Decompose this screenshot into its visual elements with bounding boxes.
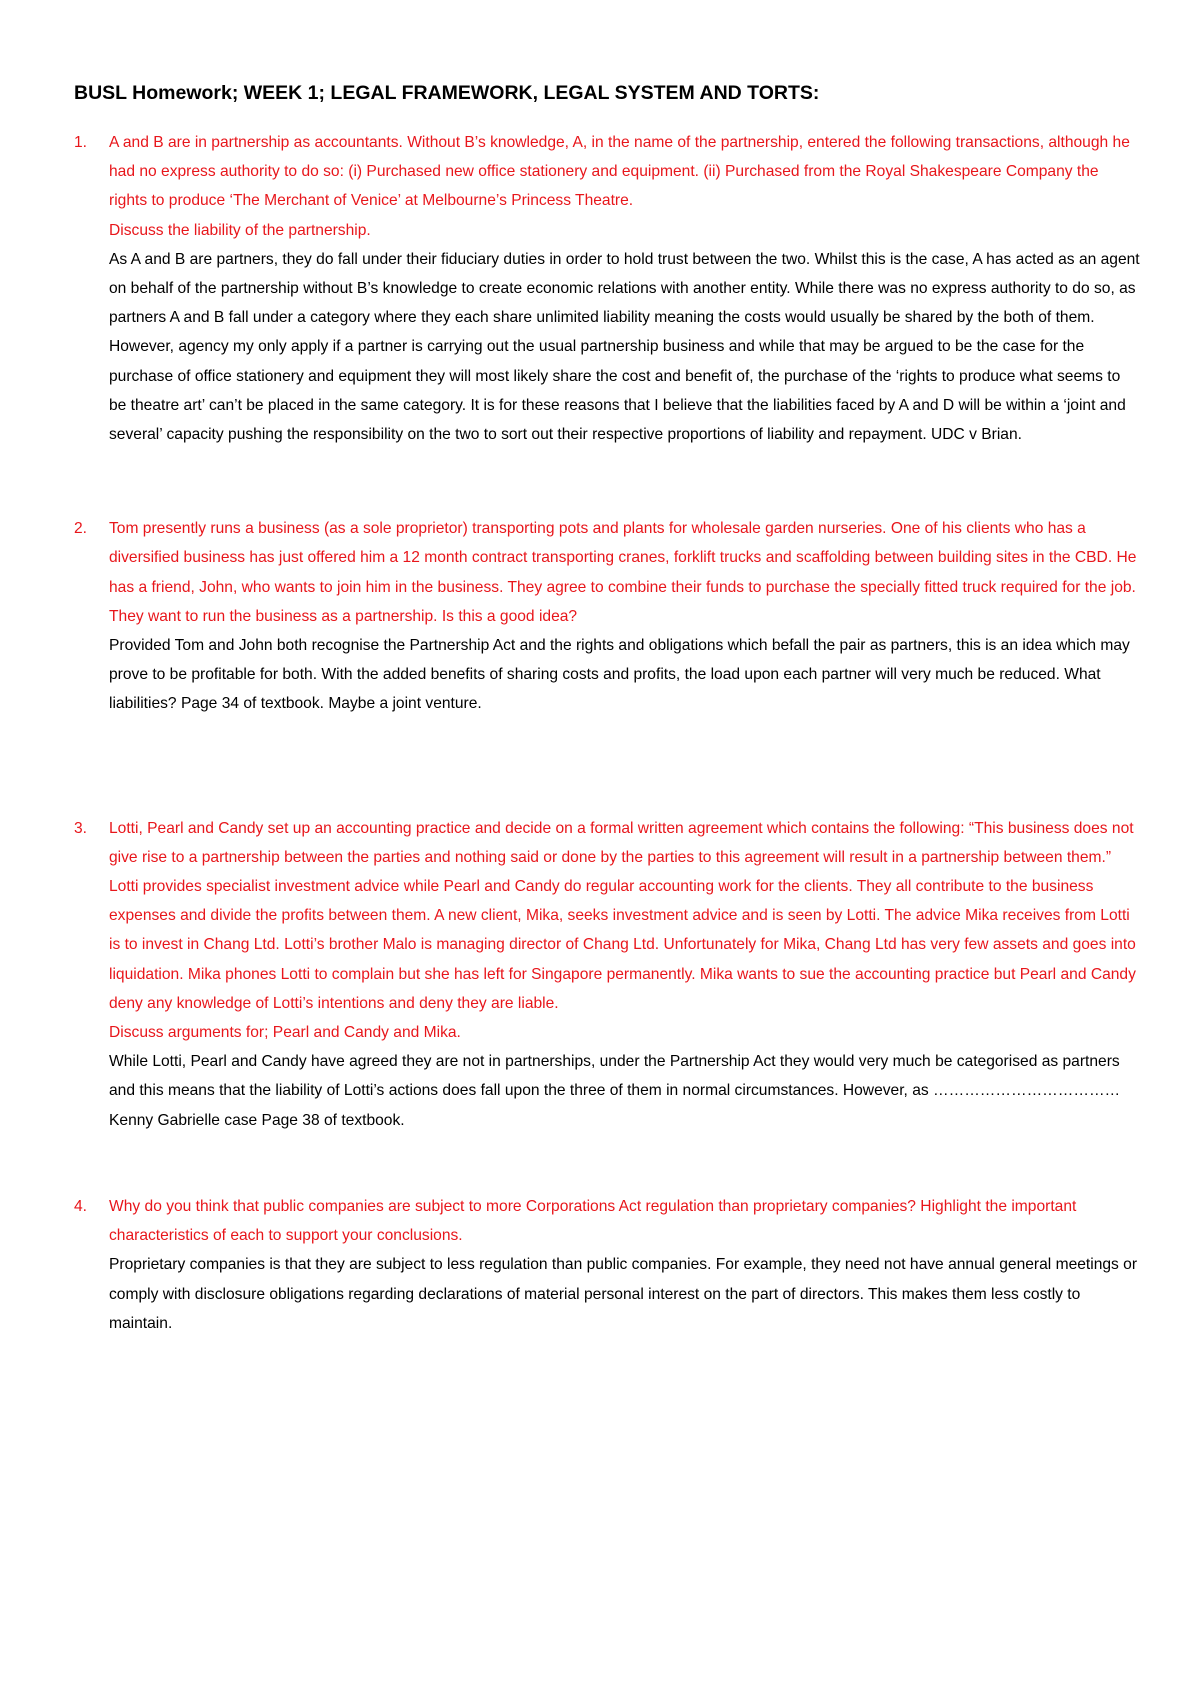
spacer	[74, 719, 1140, 814]
question-number: 3.	[74, 819, 88, 837]
question-item-2	[74, 514, 1140, 718]
question-text: Tom presently runs a business (as a sole proprietor) transporting pots and plants for wholesale garden nurseries. One of his clients who has a diversified business has just offered him a 12 month contract transporting cranes, forklift trucks and scaffolding between building sites in the CBD. He has a friend, John, who wants to join him in the business. They agree to combine their funds to purchase the specially fitted truck required for the job. They want to run the business as a partnership. Is this a good idea?	[109, 520, 1137, 625]
spacer	[74, 449, 1140, 514]
question-item-4	[74, 1192, 1140, 1338]
answer-text: Provided Tom and John both recognise the Partnership Act and the rights and obligations which befall the pair as partners, this is an idea which may prove to be profitable for both. With the added benefits of sharing costs and profits, the load upon each partner will very much be reduced. What liabilities? Page 34 of textbook. Maybe a joint venture.	[109, 637, 1130, 713]
question-prompt: Discuss arguments for; Pearl and Candy and Mika.	[109, 1024, 461, 1042]
answer-text: As A and B are partners, they do fall under their fiduciary duties in order to hold trust between the two. Whilst this is the case, A has acted as an agent on behalf of the partnership without B’s knowledge to create economic relations with another entity. While there was no express authority to do so, as partners A and B fall under a category where they each share unlimited liability meaning the costs would usually be shared by the both of them. However, agency my only apply if a partner is carrying out the usual partnership business and while that may be argued to be the case for the purchase of office stationery and equipment they will most likely share the cost and benefit of, the purchase of the ‘rights to produce what seems to be theatre art’ can’t be placed in the same category. It is for these reasons that I believe that the liabilities faced by A and D will be within a ‘joint and several’ capacity pushing the responsibility on the two to sort out their respective proportions of liability and repayment. UDC v Brian.	[109, 250, 1140, 444]
question-text: Lotti, Pearl and Candy set up an accounting practice and decide on a formal written agreement which contains the following: “This business does not give rise to a partnership between the parties and nothing said or done by the parties to this agreement will result in a partnership between them.” Lotti provides specialist investment advice while Pearl and Candy do regular accounting work for the clients. They all contribute to the business expenses and divide the profits between them. A new client, Mika, seeks investment advice and is seen by Lotti. The advice Mika receives from Lotti is to invest in Chang Ltd. Lotti’s brother Malo is managing director of Chang Ltd. Unfortunately for Mika, Chang Ltd has very few assets and goes into liquidation. Mika phones Lotti to complain but she has left for Singapore permanently. Mika wants to sue the accounting practice but Pearl and Candy deny any knowledge of Lotti’s intentions and deny they are liable.	[109, 819, 1136, 1012]
question-text: A and B are in partnership as accountants. Without B’s knowledge, A, in the name of the partnership, entered the following transactions, although he had no express authority to do so: (i) Purchased new office stationery and equipment. (ii) Purchased from the Royal Shakespeare Company the rights to produce ‘The Merchant of Venice’ at Melbourne’s Princess Theatre.	[109, 134, 1130, 210]
question-item-1	[74, 128, 1140, 449]
spacer	[74, 1135, 1140, 1192]
question-number: 4.	[74, 1197, 88, 1215]
question-prompt: Discuss the liability of the partnership.	[109, 221, 371, 239]
answer-text: While Lotti, Pearl and Candy have agreed they are not in partnerships, under the Partnership Act they would very much be categorised as partners and this means that the liability of Lotti’s actions does fall upon the three of them in normal circumstances. However, as ……………………………… Kenny Gabrielle case Page 38 of textbook.	[109, 1053, 1121, 1129]
question-item-3	[74, 814, 1140, 1135]
document-title: BUSL Homework; WEEK 1; LEGAL FRAMEWORK, LEGAL SYSTEM AND TORTS:	[74, 82, 820, 104]
question-number: 2.	[74, 520, 88, 538]
question-number: 1.	[74, 134, 88, 151]
answer-text: Proprietary companies is that they are subject to less regulation than public companies. For example, they need not have annual general meetings or comply with disclosure obligations regarding declarations of material personal interest on the part of directors. This makes them less costly to maintain.	[109, 1256, 1138, 1332]
question-list	[74, 128, 1140, 1338]
question-text: Why do you think that public companies are subject to more Corporations Act regulation than proprietary companies? Highlight the important characteristics of each to support your conclusions.	[109, 1197, 1077, 1245]
